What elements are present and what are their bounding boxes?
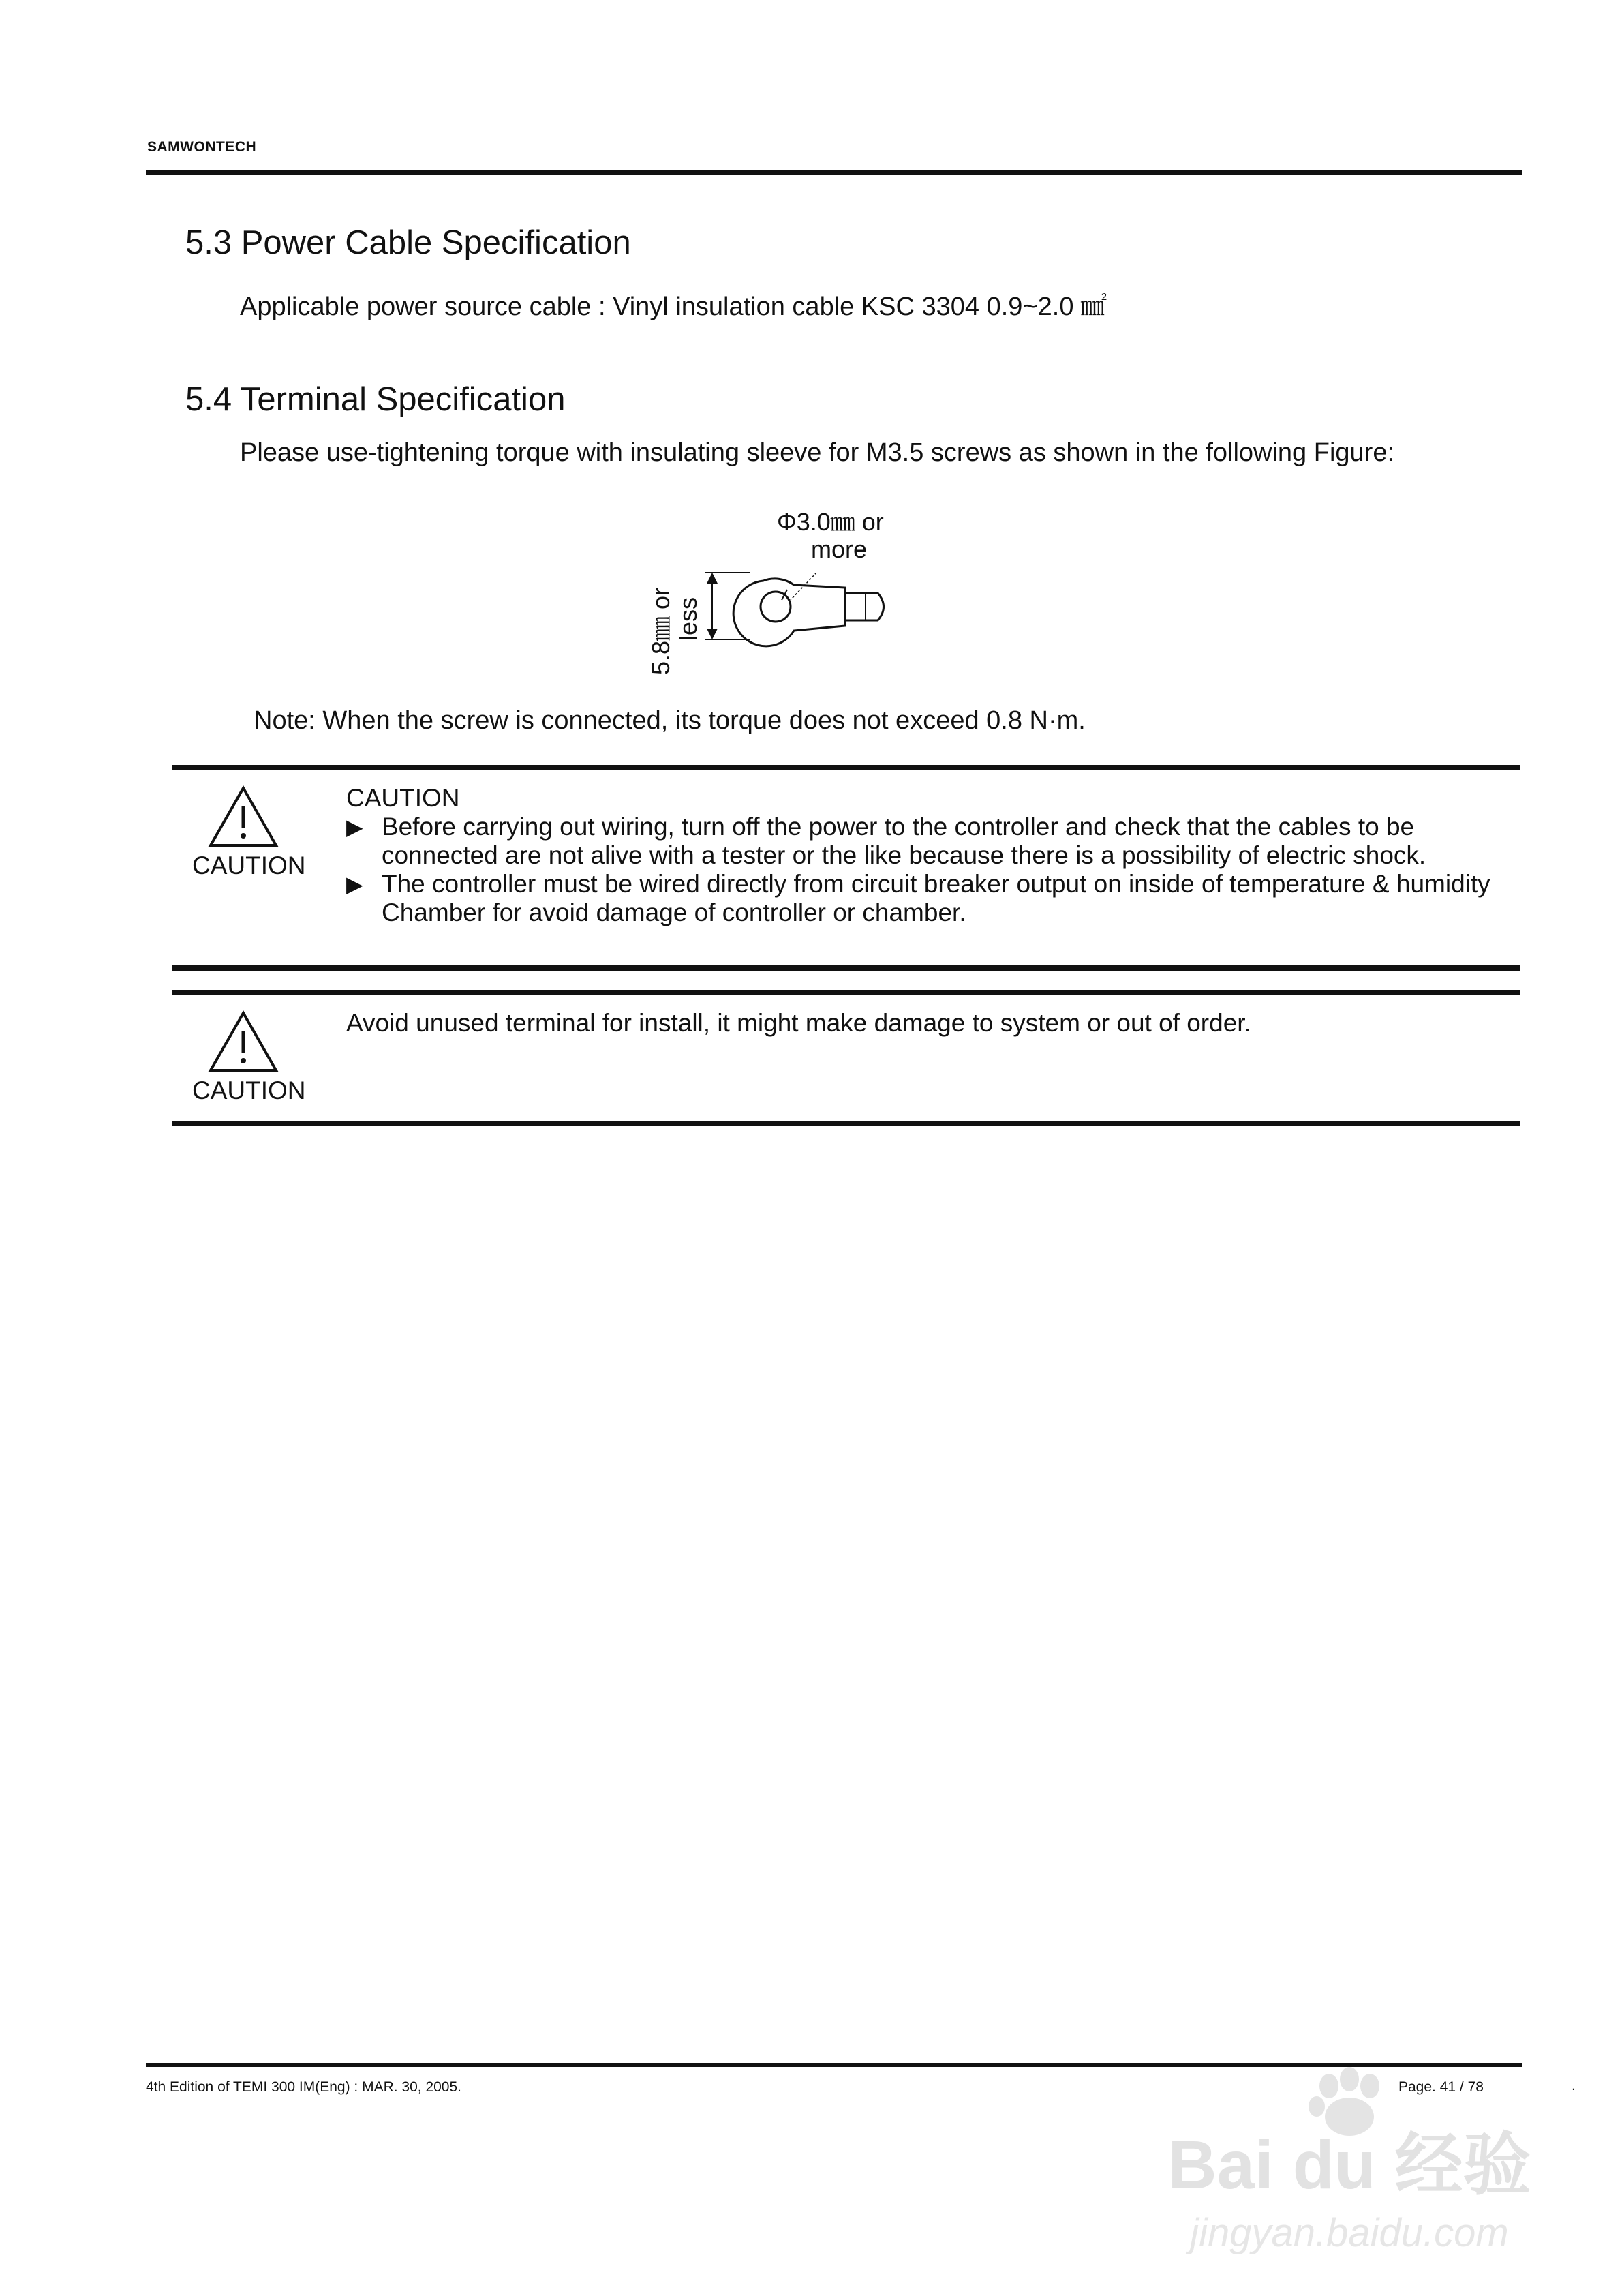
footer-edition: 4th Edition of TEMI 300 IM(Eng) : MAR. 30, 2005. xyxy=(146,2079,462,2095)
terminal-figure xyxy=(641,504,954,682)
company-name: SAMWONTECH xyxy=(147,139,257,155)
triangle-bullet-icon: ▶ xyxy=(346,872,363,896)
caution-item: ▶ The controller must be wired directly from circuit breaker output on inside of temperature & humidity Chamber for avoid damage of controller or chamber. xyxy=(346,870,1490,926)
footer-page-number: Page. 41 / 78 xyxy=(1398,2079,1484,2095)
caution-box-1-bottom-rule xyxy=(172,965,1520,971)
diameter-label-2: more xyxy=(811,535,868,563)
caution-icon-label: CAUTION xyxy=(192,851,306,879)
caution-heading: CAUTION xyxy=(346,784,460,812)
height-label-1: 5.8㎜ or xyxy=(647,587,675,675)
caution-list xyxy=(346,813,1491,927)
caution-2-text: Avoid unused terminal for install, it might make damage to system or out of order. xyxy=(346,1009,1251,1037)
footer-dot: . xyxy=(1572,2078,1576,2094)
warning-triangle-icon xyxy=(208,785,279,848)
caution-box-2-bottom-rule xyxy=(172,1121,1520,1126)
header-rule xyxy=(146,170,1522,175)
torque-note: Note: When the screw is connected, its torque does not exceed 0.8 N·m. xyxy=(254,706,1086,735)
watermark-brand: Bai du 经验 xyxy=(1167,2127,1531,2203)
caution-box-1 xyxy=(172,765,1520,971)
caution-warning-1 xyxy=(192,785,306,880)
triangle-bullet-icon: ▶ xyxy=(346,815,363,839)
caution-item: ▶ Before carrying out wiring, turn off the power to the controller and check that the cables to be connected are not alive with a tester or the like because there is a possibility of electric shock. xyxy=(346,813,1426,869)
baidu-watermark xyxy=(1159,2052,1540,2284)
caution-box-2 xyxy=(172,990,1520,1126)
caution-warning-2 xyxy=(192,1010,306,1105)
caution-box-2-top-rule xyxy=(172,990,1520,995)
section-5-4-title: 5.4 Terminal Specification xyxy=(185,381,566,418)
section-5-3-title: 5.3 Power Cable Specification xyxy=(185,224,631,261)
caution-box-1-top-rule xyxy=(172,765,1520,770)
watermark-url: jingyan.baidu.com xyxy=(1190,2211,1509,2255)
paw-logo-icon xyxy=(1309,2067,1379,2136)
section-5-4-text: Please use-tightening torque with insulating sleeve for M3.5 screws as shown in the following Figure: xyxy=(240,438,1395,467)
diameter-label-1: Φ3.0㎜ or xyxy=(777,508,884,536)
height-label-2: less xyxy=(674,596,702,641)
caution-1-content xyxy=(346,784,1491,927)
warning-triangle-icon xyxy=(208,1010,279,1073)
caution-icon-label: CAUTION xyxy=(192,1076,306,1104)
section-5-3-text: Applicable power source cable : Vinyl insulation cable KSC 3304 0.9~2.0 ㎟ xyxy=(240,292,1107,321)
